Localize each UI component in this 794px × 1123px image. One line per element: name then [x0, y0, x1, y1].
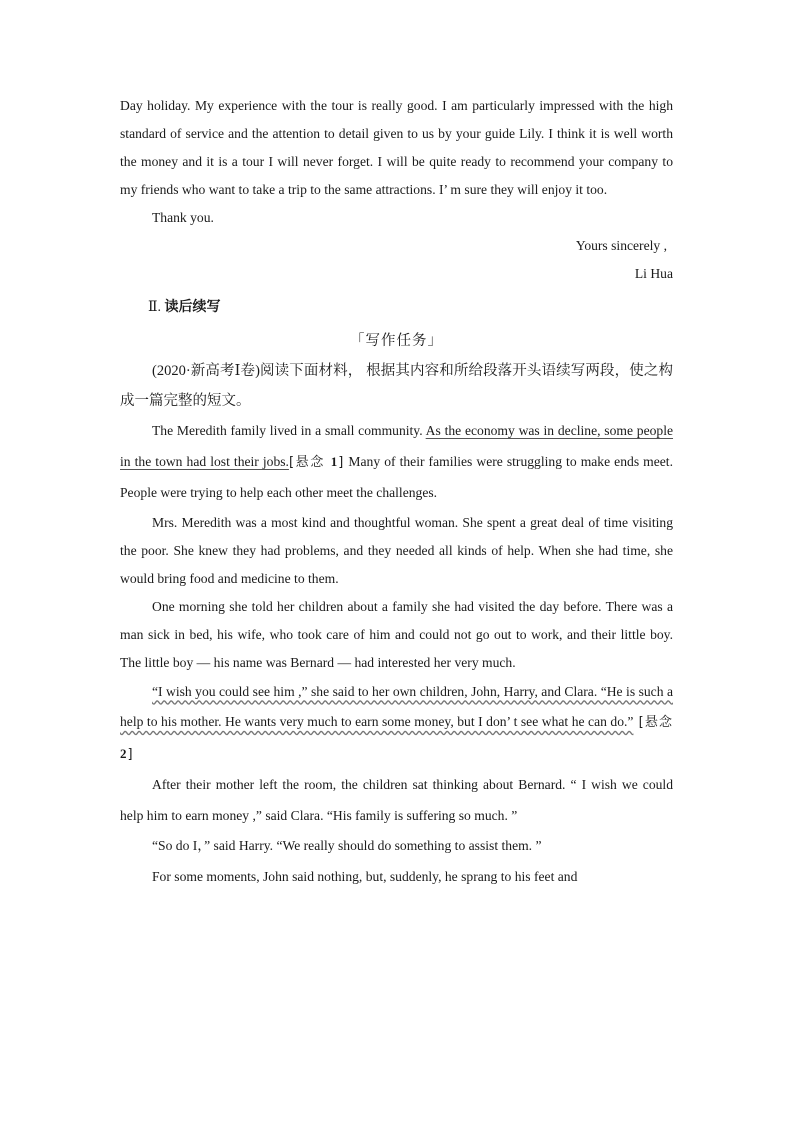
story-paragraph-4: [120, 677, 673, 771]
suspense-tag-2-close: ]: [127, 746, 134, 762]
task-title: 「写作任务」: [350, 333, 443, 349]
story-paragraph-5: After their mother left the room, the children sat thinking about Bernard. “ I wish we could help him to earn money ,” said Clara. “His family is suffering so much. ”: [120, 777, 673, 823]
story-paragraph-6: “So do I，” said Harry. “We really should do something to assist them. ”: [152, 838, 542, 853]
suspense-tag-1-number: 1: [330, 453, 339, 469]
suspense-tag-1-close: ]: [338, 454, 345, 470]
suspense-tag-1-label: [悬念: [288, 454, 331, 470]
suspense-tag-2-number: 2: [120, 745, 128, 761]
story-p4-underlined: “I wish you could see him ,” she said to her own children, John, Harry, and Clara. “He is such a help to his mother. He wants very much to earn some money, but I don’ t see what he can do.”: [120, 683, 673, 729]
letter-signature: Li Hua: [634, 266, 673, 281]
letter-closing: Yours sincerely ,: [575, 238, 667, 253]
suspense-tag-1: [289, 455, 344, 470]
section-heading: [148, 292, 673, 324]
letter-body: Day holiday. My experience with the tour is really good. I am particularly impressed with the high standard of service and the attention to detail given to us by your guide Lily. I think it is well worth the money and it is a tour I will never forget. I will be quite ready to recommend your company to my friends who want to take a trip to the same attractions. I’ m sure they will enjoy it too.: [120, 98, 673, 197]
section-title: 读后续写: [164, 300, 221, 315]
suspense-tag-2-label: [悬念: [633, 715, 673, 730]
document-page: [120, 92, 673, 892]
section-number: Ⅱ.: [148, 300, 162, 315]
task-instruction: (2020·新高考Ⅰ卷)阅读下面材料， 根据其内容和所给段落开头语续写两段，使之构成一篇完整的短文。: [120, 363, 673, 409]
story-p1-underlined: As the economy was in decline, some people in the town had lost their jobs.: [120, 423, 674, 469]
story-p1-start: The Meredith family lived in a small community.: [152, 423, 426, 438]
story-paragraph-1: [120, 416, 673, 509]
story-paragraph-2: Mrs. Meredith was a most kind and thoughtful woman. She spent a great deal of time visiting the poor. She knew they had problems, and they needed all kinds of help. When she had time, she would bring food and medicine to them.: [120, 514, 673, 586]
story-p1-end: Many of their families were struggling to make ends meet. People were trying to help each other meet the challenges.: [120, 453, 673, 500]
story-paragraph-3: One morning she told her children about a family she had visited the day before. There was a man sick in bed, his wife, who took care of him and could not go out to work, and their little boy. The little boy — his name was Bernard — had interested her very much.: [120, 598, 673, 670]
letter-thanks: Thank you.: [152, 210, 214, 225]
story-paragraph-7: For some moments, John said nothing, but, suddenly, he sprang to his feet and: [152, 868, 578, 884]
